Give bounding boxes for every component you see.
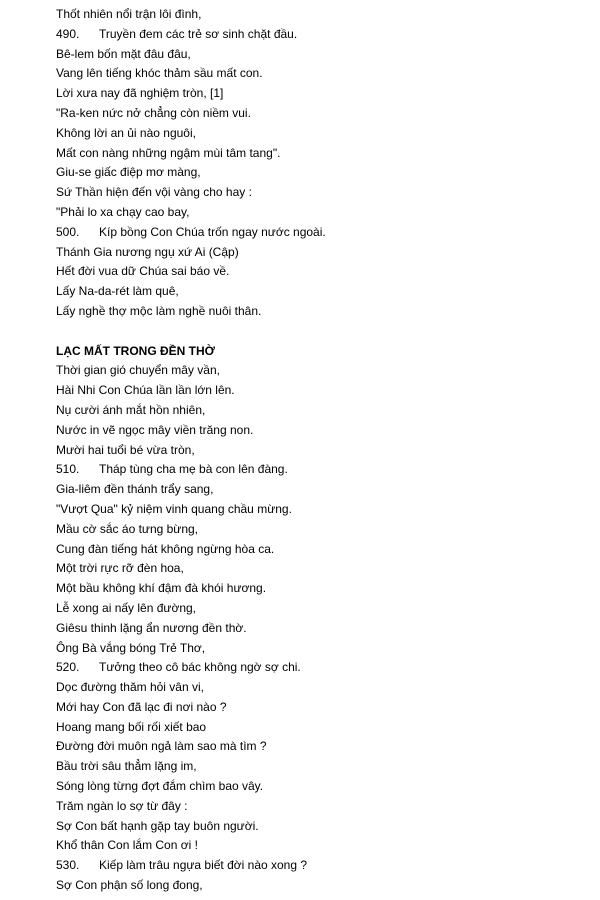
- poem-line: [56, 183, 576, 203]
- poem-line: [56, 658, 576, 678]
- line-text: Hoang mang bối rối xiết bao: [56, 719, 207, 734]
- poem-line: [56, 678, 576, 698]
- poem-line: [56, 698, 576, 718]
- line-text: Giêsu thinh lặng ẩn nương đền thờ.: [56, 620, 247, 635]
- poem-line: [56, 421, 576, 441]
- line-text: Kíp bồng Con Chúa trốn ngay nước ngoài.: [99, 224, 326, 239]
- poem-line: [56, 639, 576, 659]
- line-text: Tưởng theo cô bác không ngờ sợ chi.: [99, 660, 301, 675]
- line-text: Thời gian gió chuyển mây vần,: [56, 363, 220, 378]
- line-text: Không lời an ủi nào nguôi,: [56, 125, 196, 140]
- poem-line: [56, 361, 576, 381]
- poem-line: [56, 460, 576, 480]
- line-text: Thốt nhiên nổi trận lôi đình,: [56, 7, 202, 21]
- section-heading: LẠC MẤT TRONG ĐỀN THỜ: [56, 343, 215, 358]
- poem-line: [56, 737, 576, 757]
- line-text: Kiếp làm trâu ngựa biết đời nào xong ?: [99, 858, 308, 873]
- poem-line: [56, 856, 576, 876]
- line-text: Tháp tùng cha mẹ bà con lên đàng.: [99, 462, 288, 477]
- line-text: "Vượt Qua" kỷ niệm vinh quang chầu mừng.: [56, 501, 292, 516]
- line-text: Nước in vẽ ngọc mây viền trăng non.: [56, 422, 254, 437]
- line-text: Mầu cờ sắc áo tưng bừng,: [56, 521, 199, 536]
- line-text: Mười hai tuổi bé vừa tròn,: [56, 442, 195, 457]
- line-text: Truyền đem các trẻ sơ sinh chặt đầu.: [99, 26, 298, 41]
- line-number: 500.: [56, 224, 80, 239]
- poem-stanza: [56, 5, 576, 322]
- line-number: 530.: [56, 858, 80, 873]
- line-number: 510.: [56, 462, 80, 477]
- poem-line: [56, 302, 576, 322]
- line-number: 520.: [56, 660, 80, 675]
- poem-line: [56, 84, 576, 104]
- line-text: "Phải lo xa chạy cao bay,: [56, 204, 190, 219]
- line-text: Thánh Gia nương ngụ xứ Ai (Cập): [56, 244, 239, 259]
- line-text: Ông Bà vắng bóng Trẻ Thơ,: [56, 640, 206, 655]
- poem-line: [56, 797, 576, 817]
- line-text: Lấy nghề thợ mộc làm nghề nuôi thân.: [56, 303, 262, 318]
- line-text: Lễ xong ai nấy lên đường,: [56, 600, 196, 615]
- poem-line: [56, 599, 576, 619]
- poem-line: [56, 5, 576, 25]
- line-text: Đường đời muôn ngả làm sao mà tìm ?: [56, 739, 267, 754]
- poem-stanza: [56, 361, 576, 896]
- line-number: 490.: [56, 26, 80, 41]
- line-text: Hết đời vua dữ Chúa sai báo về.: [56, 264, 230, 279]
- poem-line: [56, 441, 576, 461]
- poem-line: [56, 757, 576, 777]
- poem-line: [56, 500, 576, 520]
- poem-line: [56, 282, 576, 302]
- poem-line: [56, 243, 576, 263]
- poem-line: [56, 45, 576, 65]
- line-text: Sóng lòng từng đợt đắm chìm bao vây.: [56, 779, 264, 794]
- line-text: Lấy Na-da-rét làm quê,: [56, 284, 179, 299]
- poem-line: [56, 718, 576, 738]
- poem-line: [56, 619, 576, 639]
- poem-line: [56, 817, 576, 837]
- line-text: Khổ thân Con lắm Con ơi !: [56, 838, 198, 853]
- line-text: Vang lên tiếng khóc thảm sầu mất con.: [56, 66, 263, 81]
- line-text: Một trời rực rỡ đèn hoa,: [56, 561, 184, 576]
- poem-line: [56, 104, 576, 124]
- line-text: Nụ cười ánh mắt hồn nhiên,: [56, 402, 206, 417]
- poem-line: [56, 401, 576, 421]
- line-text: Lời xưa nay đã nghiệm tròn, [1]: [56, 86, 224, 101]
- line-text: Mới hay Con đã lạc đi nơi nào ?: [56, 699, 227, 714]
- line-text: Sứ Thần hiện đến vội vàng cho hay :: [56, 185, 252, 200]
- poem-line: [56, 876, 576, 896]
- line-text: Cung đàn tiếng hát không ngừng hòa ca.: [56, 541, 275, 556]
- poem-page: [56, 5, 576, 896]
- line-text: Sợ Con bất hạnh gặp tay buôn người.: [56, 818, 259, 833]
- poem-line: [56, 777, 576, 797]
- line-text: Trăm ngàn lo sợ từ đây :: [56, 798, 188, 813]
- poem-line: [56, 163, 576, 183]
- line-text: Gia-liêm đền thánh trẩy sang,: [56, 482, 214, 497]
- line-text: Sợ Con phận số long đong,: [56, 878, 203, 893]
- poem-line: [56, 25, 576, 45]
- poem-line: [56, 223, 576, 243]
- poem-line: [56, 559, 576, 579]
- line-text: Giu-se giấc điệp mơ màng,: [56, 165, 201, 180]
- poem-line: [56, 579, 576, 599]
- line-text: Mất con nàng những ngậm mùi tâm tang".: [56, 145, 281, 160]
- poem-line: [56, 124, 576, 144]
- poem-line: [56, 64, 576, 84]
- poem-line: [56, 520, 576, 540]
- poem-line: [56, 836, 576, 856]
- line-text: Dọc đường thăm hỏi vân vi,: [56, 680, 204, 695]
- line-text: Hài Nhi Con Chúa lần lần lớn lên.: [56, 383, 235, 398]
- line-text: Bê-lem bốn mặt đâu đâu,: [56, 46, 191, 61]
- poem-line: [56, 480, 576, 500]
- poem-line: [56, 203, 576, 223]
- poem-line: [56, 381, 576, 401]
- line-text: "Ra-ken nức nở chẳng còn niềm vui.: [56, 105, 251, 120]
- poem-line: [56, 262, 576, 282]
- poem-line: [56, 144, 576, 164]
- line-text: Bầu trời sâu thẳm lặng im,: [56, 759, 197, 774]
- line-text: Một bầu không khí đậm đà khói hương.: [56, 581, 267, 596]
- poem-line: [56, 540, 576, 560]
